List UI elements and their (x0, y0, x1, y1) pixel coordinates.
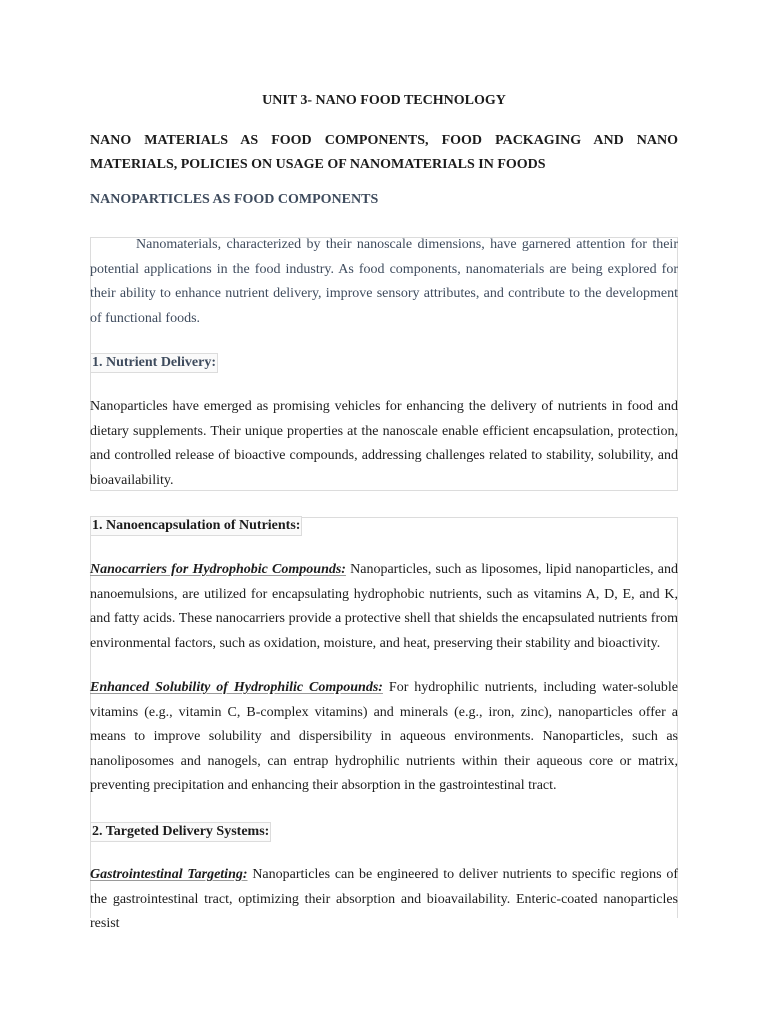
section-heading: NANOPARTICLES AS FOOD COMPONENTS (90, 192, 379, 207)
gi-targeting-term: Gastrointestinal Targeting: (90, 867, 248, 882)
gi-targeting-text: Nanoparticles can be engineered to deliver nutrients to specific regions of the gastrointestinal tract, optimizing their absorption and bioavailability. Enteric-coated nanoparticles resist (90, 867, 678, 931)
hydrophilic-paragraph (90, 676, 678, 799)
document-subtitle: NANO MATERIALS AS FOOD COMPONENTS, FOOD PACKAGING AND NANO MATERIALS, POLICIES ON USAGE OF NANOMATERIALS IN FOODS (90, 133, 678, 172)
gi-targeting-paragraph (90, 863, 678, 937)
intro-paragraph: Nanomaterials, characterized by their nanoscale dimensions, have garnered attention for their potential applications in the food industry. As food components, nanomaterials are being explored for their ability to enhance nutrient delivery, improve sensory attributes, and contribute to the development of functional foods. (90, 237, 678, 326)
hydrophobic-paragraph (90, 558, 678, 656)
hydrophobic-term: Nanocarriers for Hydrophobic Compounds: (90, 562, 346, 577)
hydrophobic-text: Nanoparticles, such as liposomes, lipid nanoparticles, and nanoemulsions, are utilized for encapsulating hydrophobic nutrients, such as vitamins A, D, E, and K, and fatty acids. These nanocarriers provide a protective shell that shields the encapsulated nutrients from environmental factors, such as oxidation, moisture, and heat, preserving their stability and bioactivity. (90, 562, 678, 651)
document-title: UNIT 3- NANO FOOD TECHNOLOGY (262, 93, 506, 108)
hydrophilic-term: Enhanced Solubility of Hydrophilic Compounds: (90, 680, 383, 695)
nanoencapsulation-heading: 1. Nanoencapsulation of Nutrients: (90, 516, 302, 536)
hydrophilic-text: For hydrophilic nutrients, including water-soluble vitamins (e.g., vitamin C, B-complex vitamins) and minerals (e.g., iron, zinc), nanoparticles offer a means to improve solubility and dispersibility in aqueous environments. Nanoparticles, such as nanoliposomes and nanogels, can entrap hydrophilic nutrients within their aqueous core or matrix, preventing precipitation and enhancing their absorption in the gastrointestinal tract. (90, 680, 678, 793)
nutrient-delivery-heading: 1. Nutrient Delivery: (90, 353, 218, 373)
targeted-delivery-heading: 2. Targeted Delivery Systems: (90, 822, 271, 842)
nutrient-delivery-paragraph: Nanoparticles have emerged as promising vehicles for enhancing the delivery of nutrients in food and dietary supplements. Their unique properties at the nanoscale enable efficient encapsulation, protection, and controlled release of bioactive compounds, addressing challenges related to stability, solubility, and bioavailability. (90, 399, 678, 488)
